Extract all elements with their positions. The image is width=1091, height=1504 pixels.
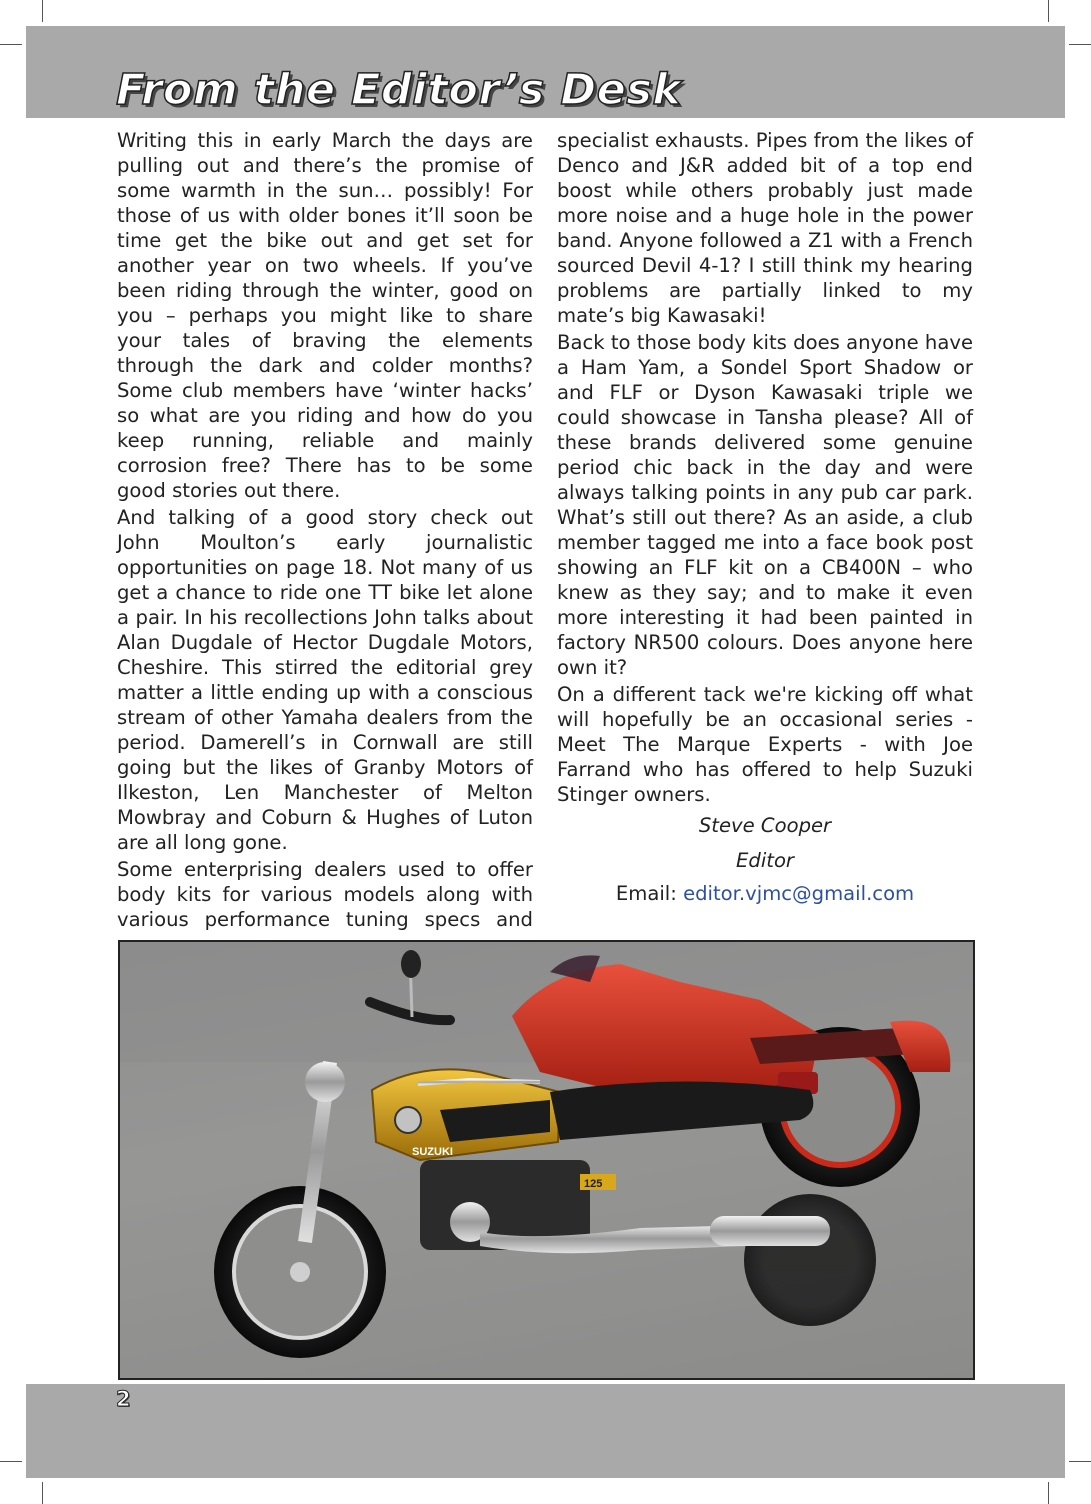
crop-mark [1069, 44, 1091, 45]
crop-mark [42, 0, 43, 22]
motorcycles-illustration [120, 942, 973, 1378]
paragraph: Writing this in early March the days are pulling out and there’s the promise of some warmth in the sun… possibly! For those of us with older bones it’ll soon be time get the bike out and get set for another year on two wheels. If you’ve been riding through the winter, good on you – perhaps you might like to share your tales of braving the elements through the dark and colder months? Some club members have ‘winter hacks’ so what are you riding and how do you keep running, reliable and mainly corrosion free? There has to be some good stories out there. [117, 129, 533, 502]
crop-mark [0, 44, 22, 45]
paragraph: specialist exhausts. Pipes from the likes of Denco and J&R added bit of a top end boost while others probably just made more noise and a huge hole in the power band. Anyone followed a Z1 with a French sourced Devil 4-1? I still think my hearing problems are partially linked to my mate’s big Kawasaki! [557, 129, 973, 327]
crop-mark [42, 1482, 43, 1504]
front-hub [290, 1262, 310, 1282]
footer-band [26, 1384, 1065, 1478]
rear-wheel-tire [744, 1194, 876, 1326]
article-column-right [557, 128, 973, 911]
article-column-left [117, 128, 533, 934]
silencer [710, 1216, 830, 1246]
motorcycles-photo [118, 940, 975, 1380]
page-title: From the Editor’s Desk [116, 65, 682, 115]
email-label: Email: [615, 882, 677, 905]
tank-emblem [395, 1107, 421, 1133]
mirror [401, 950, 421, 978]
email-link[interactable]: editor.vjmc@gmail.com [683, 882, 915, 905]
paragraph: Back to those body kits does anyone have a Ham Yam, a Sondel Sport Shadow or and FLF or Dyson Kawasaki triple we could showcase in Tansha please? All of these brands delivered some genuine period chic back in the day and were always talking points in any pub car park. What’s still out there? As an aside, a club member tagged me into a face book post showing an FLF kit on a CB400N – who knew as they say; and to make it even more interesting it had been painted in factory NR500 colours. Does anyone here own it? [557, 331, 973, 679]
tank-badge: SUZUKI [412, 1146, 453, 1158]
paragraph: And talking of a good story check out John Moulton’s early journalistic opportunities on page 18. Not many of us get a chance to ride one TT bike let alone a pair. In his recollections John talks about Alan Dugdale of Hector Dugdale Motors, Cheshire. This stirred the editorial grey matter a little ending up with a conscious stream of other Yamaha dealers from the period. Damerell’s in Cornwall are still going but the likes of Granby Motors of Ilkeston, Len Manchester of Melton Mowbray and Coburn & Hughes of Luton are all long gone. [117, 506, 533, 854]
signature-name: Steve Cooper [698, 814, 832, 837]
paragraph: Some enterprising dealers used to offer body kits for various models along with various performance tuning specs and [117, 858, 533, 931]
crop-mark [1069, 1461, 1091, 1462]
crop-mark [0, 1461, 22, 1462]
paragraph: On a different tack we're kicking off what will hopefully be an occasional series - Meet The Marque Experts - with Joe Farrand who has offered to help Suzuki Stinger owners. [557, 683, 973, 806]
signature-email-line [557, 879, 973, 909]
side-badge-text: 125 [584, 1178, 603, 1190]
page-number: 2 [116, 1387, 131, 1411]
headlight [305, 1062, 345, 1102]
crop-mark [1048, 0, 1049, 22]
crop-mark [1048, 1482, 1049, 1504]
signature-role: Editor [736, 849, 794, 872]
